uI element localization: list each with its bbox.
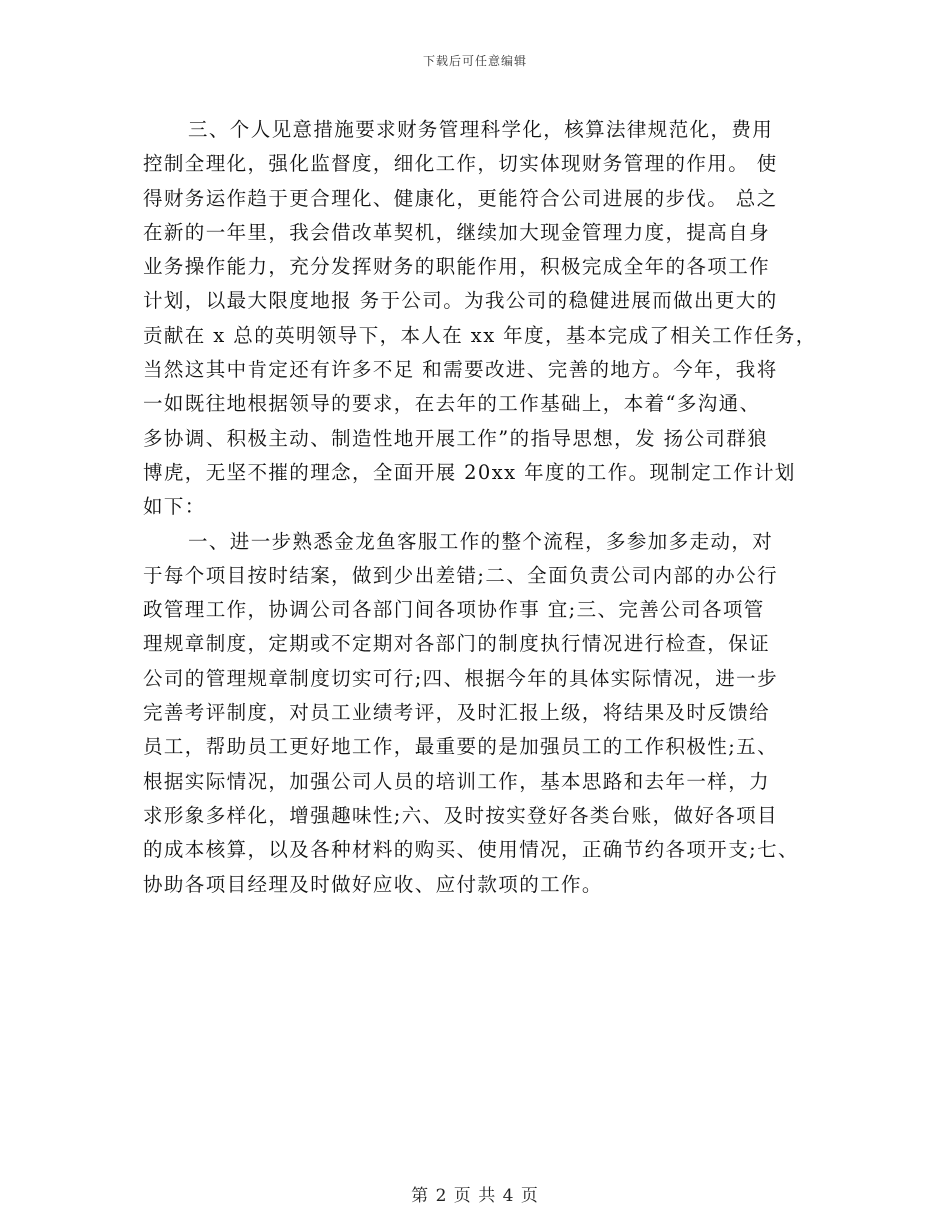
text-line: 理规章制度，定期或不定期对各部门的制度执行情况进行检查，保证 [143, 632, 771, 656]
text-line: 一、进一步熟悉金龙鱼客服工作的整个流程，多参加多走动，对 [188, 529, 774, 553]
text-line: 控制全理化，强化监督度，细化工作，切实体现财务管理的作用。 使 [143, 152, 778, 176]
text-line: 博虎，无坚不摧的理念，全面开展 20xx 年度的工作。现制定工作计划 [143, 460, 796, 484]
text-line: 如下： [143, 495, 206, 519]
text-line: 公司的管理规章制度切实可行;四、根据今年的具体实际情况，进一步 [143, 666, 778, 690]
text-line: 三、个人见意措施要求财务管理科学化，核算法律规范化，费用 [188, 118, 774, 141]
text-line: 于每个项目按时结案，做到少出差错;二、全面负责公司内部的办公行 [143, 563, 778, 587]
text-line: 在新的一年里，我会借改革契机，继续加大现金管理力度，提高自身 [143, 220, 771, 244]
text-line: 政管理工作，协调公司各部门间各项协作事 宜;三、完善公司各项管 [143, 598, 765, 622]
text-line: 的成本核算，以及各种材料的购买、使用情况，正确节约各项开支;七、 [143, 838, 799, 862]
text-line: 贡献在 x 总的英明领导下，本人在 xx 年度，基本完成了相关工作任务， [143, 323, 817, 347]
paragraph-work-plan [143, 525, 813, 902]
text-line: 根据实际情况，加强公司人员的培训工作，基本思路和去年一样，力 [143, 769, 771, 793]
paragraph-personal-suggestions [143, 113, 817, 525]
text-line: 业务操作能力，充分发挥财务的职能作用，积极完成全年的各项工作 [143, 255, 771, 279]
text-line: 员工，帮助员工更好地工作，最重要的是加强员工的工作积极性;五、 [143, 735, 778, 759]
document-body [143, 113, 817, 902]
text-line: 求形象多样化，增强趣味性;六、及时按实登好各类台账，做好各项目 [143, 803, 778, 827]
text-line: 当然这其中肯定还有许多不足 和需要改进、完善的地方。今年，我将 [143, 358, 778, 382]
text-line: 协助各项目经理及时做好应收、应付款项的工作。 [143, 872, 603, 896]
page-number: 第 2 页 共 4 页 [411, 1186, 539, 1206]
text-line: 完善考评制度，对员工业绩考评，及时汇报上级，将结果及时反馈给 [143, 701, 771, 725]
text-line: 得财务运作趋于更合理化、健康化，更能符合公司进展的步伐。 总之 [143, 186, 778, 210]
text-line: 多协调、积极主动、制造性地开展工作”的指导思想，发 扬公司群狼 [143, 426, 769, 450]
text-line: 计划，以最大限度地报 务于公司。为我公司的稳健进展而做出更大的 [143, 289, 778, 313]
text-line: 一如既往地根据领导的要求，在去年的工作基础上，本着“多沟通、 [143, 392, 761, 416]
page-header: 下载后可任意编辑 [422, 54, 527, 68]
